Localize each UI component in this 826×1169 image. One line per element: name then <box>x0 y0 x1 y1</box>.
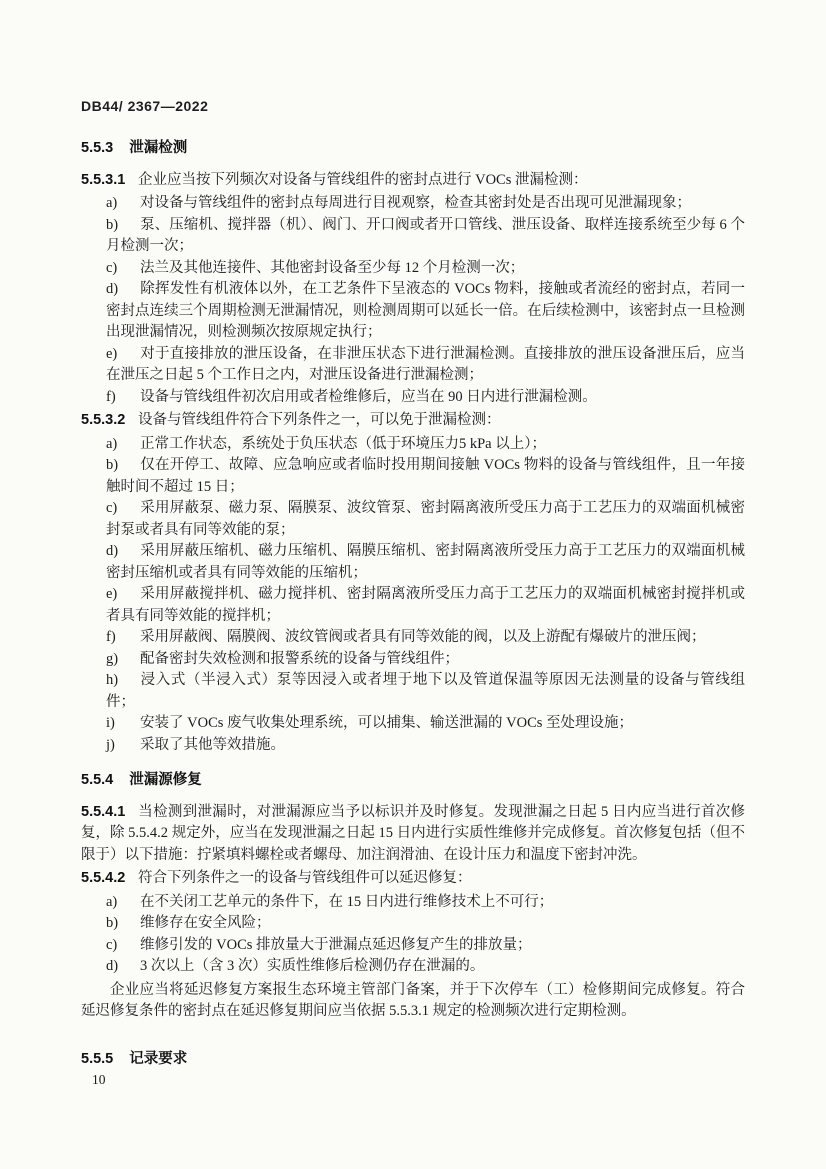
clause-text: 当检测到泄漏时，对泄漏源应当予以标识并及时修复。发现泄漏之日起 5 日内应当进行首次修复，除 5.5.4.2 规定外，应当在发现泄漏之日起 15 日内进行实质性维修并完成修复。首次修复包括（但不限于）以下措施：拧紧填料螺栓或者螺母、加注润滑油、在设计压力和温度下密封冲洗。 <box>81 803 746 863</box>
list-item <box>81 434 745 456</box>
list-item-label: a) <box>106 435 118 452</box>
list-item-label: f) <box>106 629 116 645</box>
list-item-label: c) <box>106 500 118 516</box>
list-item-label: b) <box>106 457 119 473</box>
list-item <box>81 913 745 935</box>
list-item <box>81 455 745 498</box>
list-item-text: 3 次以上（含 3 次）实质性维修后检测仍存在泄漏的。 <box>140 958 485 974</box>
list-item-label: g) <box>106 650 119 667</box>
list-item <box>81 649 745 671</box>
list-item-label: b) <box>106 216 119 233</box>
list-item-label: c) <box>106 259 118 276</box>
list-item-label: c) <box>106 936 118 953</box>
heading-title: 泄漏源修复 <box>129 772 202 788</box>
list-item-text: 浸入式（半浸入式）泵等因浸入或者埋于地下以及管道保温等原因无法测量的设备与管线组件； <box>106 672 745 710</box>
clause-number: 5.5.3.1 <box>81 171 126 188</box>
heading-number: 5.5.5 <box>81 1050 114 1067</box>
clause-paragraph-5-5-4-1 <box>81 802 745 867</box>
list-item <box>81 344 745 387</box>
clause-paragraph-5-5-3-1 <box>81 170 745 192</box>
list-5-5-3-1 <box>81 193 745 408</box>
list-item <box>81 541 745 584</box>
list-item <box>81 387 745 409</box>
list-5-5-4-2 <box>81 892 745 978</box>
list-item <box>81 892 745 914</box>
list-item-label: j) <box>106 736 115 753</box>
heading-number: 5.5.4 <box>81 772 114 788</box>
list-item <box>81 215 745 258</box>
list-item <box>81 279 745 344</box>
list-item-text: 采用屏蔽阀、隔膜阀、波纹管阀或者具有同等效能的阀，以及上游配有爆破片的泄压阀； <box>140 629 706 645</box>
list-item-label: f) <box>106 388 116 405</box>
clause-number: 5.5.4.1 <box>81 803 126 820</box>
document-code: DB44/ 2367—2022 <box>81 98 209 114</box>
list-item-text: 法兰及其他连接件、其他密封设备至少每 12 个月检测一次； <box>140 259 525 276</box>
clause-number: 5.5.4.2 <box>81 870 126 886</box>
page-number: 10 <box>92 1072 106 1087</box>
list-item-text: 对于直接排放的泄压设备，在非泄压状态下进行泄漏检测。直接排放的泄压设备泄压后，应当在泄压之日起 5 个工作日之内，对泄压设备进行泄漏检测； <box>106 345 745 383</box>
list-item-text: 采用屏蔽压缩机、磁力压缩机、隔膜压缩机、密封隔离液所受压力高于工艺压力的双端面机械密封压缩机或者具有同等效能的压缩机； <box>106 543 745 581</box>
list-item-text: 维修引发的 VOCs 排放量大于泄漏点延迟修复产生的排放量； <box>140 936 532 953</box>
list-item-text: 采用屏蔽搅拌机、磁力搅拌机、密封隔离液所受压力高于工艺压力的双端面机械密封搅拌机或者具有同等效能的搅拌机； <box>106 586 745 624</box>
section-heading-5-5-4 <box>81 770 745 792</box>
clause-paragraph-5-5-4-2 <box>81 868 745 890</box>
list-item-label: a) <box>106 195 118 211</box>
list-item-text: 仅在开停工、故障、应急响应或者临时投用期间接触 VOCs 物料的设备与管线组件，且一年接触时间不超过 15 日； <box>106 457 745 495</box>
list-item-label: i) <box>106 715 115 731</box>
list-item <box>81 498 745 541</box>
list-item-text: 正常工作状态，系统处于负压状态（低于环境压力5 kPa 以上）； <box>140 435 546 452</box>
list-5-5-3-2 <box>81 434 745 757</box>
list-item <box>81 735 745 757</box>
list-item-label: d) <box>106 958 119 974</box>
list-item-label: b) <box>106 915 119 931</box>
list-item <box>81 670 745 713</box>
document-content <box>81 124 745 1080</box>
section-heading-5-5-5 <box>81 1049 745 1071</box>
list-item-text: 采取了其他等效措施。 <box>140 736 285 753</box>
list-item-text: 配备密封失效检测和报警系统的设备与管线组件； <box>140 650 459 667</box>
clause-number: 5.5.3.2 <box>81 412 126 428</box>
list-item <box>81 258 745 280</box>
list-item <box>81 956 745 978</box>
section-heading-5-5-3 <box>81 138 745 160</box>
body-paragraph-delay-repair: 企业应当将延迟修复方案报生态环境主管部门备案，并于下次停车（工）检修期间完成修复。符合延迟修复条件的密封点在延迟修复期间应当依据 5.5.3.1 规定的检测频次进行定期检测。 <box>81 981 745 1019</box>
list-item-text: 安装了 VOCs 废气收集处理系统，可以捕集、输送泄漏的 VOCs 至处理设施； <box>140 715 634 731</box>
clause-text: 企业应当按下列频次对设备与管线组件的密封点进行 VOCs 泄漏检测： <box>137 171 588 188</box>
list-item-text: 除挥发性有机液体以外，在工艺条件下呈液态的 VOCs 物料，接触或者流经的密封点，若同一密封点连续三个周期检测无泄漏情况，则检测周期可以延长一倍。在后续检测中，该密封点一旦检测出现泄漏情况，则检测频次按原规定执行； <box>106 281 745 340</box>
list-item-text: 对设备与管线组件的密封点每周进行目视观察，检查其密封处是否出现可见泄漏现象； <box>140 195 691 211</box>
list-item-text: 泵、压缩机、搅拌器（机）、阀门、开口阀或者开口管线、泄压设备、取样连接系统至少每 6 个月检测一次； <box>106 216 745 254</box>
clause-paragraph-5-5-3-2 <box>81 410 745 432</box>
list-item-text: 设备与管线组件初次启用或者检维修后，应当在 90 日内进行泄漏检测。 <box>140 388 597 405</box>
list-item <box>81 713 745 735</box>
list-item-label: d) <box>106 543 119 559</box>
list-item-label: e) <box>106 586 118 602</box>
list-item-label: h) <box>106 672 119 688</box>
list-item-text: 维修存在安全风险； <box>140 915 271 931</box>
heading-number: 5.5.3 <box>81 140 114 156</box>
clause-text: 符合下列条件之一的设备与管线组件可以延迟修复： <box>137 870 472 886</box>
list-item-label: e) <box>106 345 118 362</box>
clause-text: 设备与管线组件符合下列条件之一，可以免于泄漏检测： <box>137 412 501 428</box>
list-item-text: 在不关闭工艺单元的条件下，在 15 日内进行维修技术上不可行； <box>140 893 554 910</box>
list-item <box>81 584 745 627</box>
list-item <box>81 193 745 215</box>
list-item <box>81 935 745 957</box>
list-item <box>81 627 745 649</box>
list-item-text: 采用屏蔽泵、磁力泵、隔膜泵、波纹管泵、密封隔离液所受压力高于工艺压力的双端面机械密封泵或者具有同等效能的泵； <box>106 500 745 538</box>
heading-title: 泄漏检测 <box>129 140 188 156</box>
list-item-label: a) <box>106 893 118 910</box>
heading-title: 记录要求 <box>129 1050 188 1067</box>
list-item-label: d) <box>106 281 119 297</box>
